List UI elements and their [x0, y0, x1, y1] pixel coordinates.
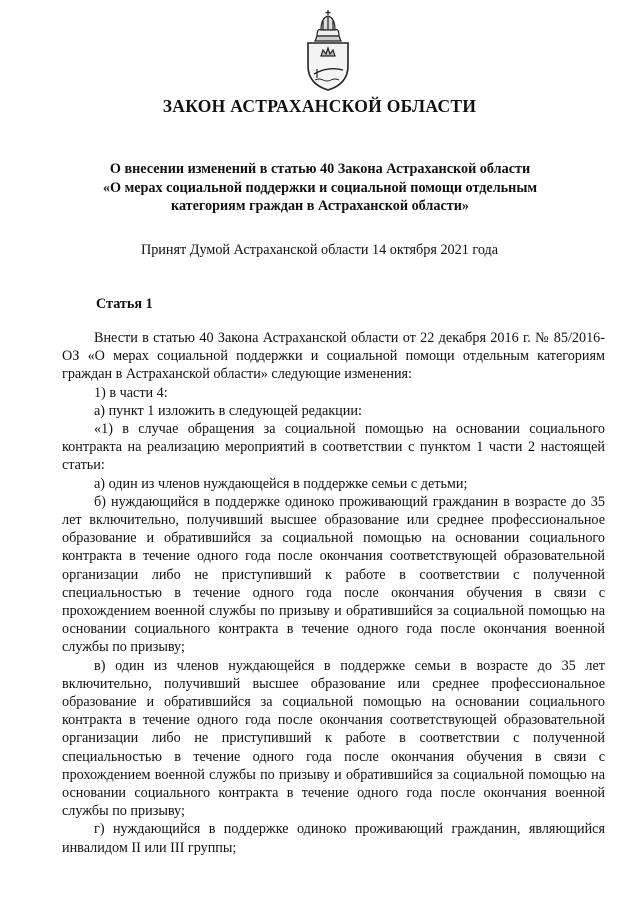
- heading-line: категориям граждан в Астраханской области»: [170, 198, 469, 214]
- paragraph: 1) в части 4:: [94, 384, 168, 401]
- paragraph: в) один из членов нуждающейся в поддержке семьи в возрасте до 35 лет включительно, получивший высшее образование или среднее профессиональное образование и обратившийся за социальной помощью на основании социального контракта в течение одного года после окончания соответствующей образовательной организации либо не приступивший к работе в соответствии с полученной специальностью в течение одного года после окончания обучения в связи с прохождением военной службы по призыву и обратившийся за социальной помощью на основании социального контракта в течение одного года после окончания военной службы по призыву;: [62, 657, 605, 820]
- article-title: Статья 1: [96, 296, 153, 312]
- article-body: [62, 329, 605, 857]
- document-heading: [60, 160, 580, 216]
- paragraph: б) нуждающийся в поддержке одиноко проживающий гражданин в возрасте до 35 лет включительно, получивший высшее образование или среднее профессиональное образование и обратившийся за социальной помощью на основании социального контракта в течение одного года после окончания соответствующей образовательной организации либо не приступивший к работе в соответствии с полученной специальностью в течение одного года после окончания обучения в связи с прохождением военной службы по призыву и обратившийся за социальной помощью на основании социального контракта в течение одного года после окончания военной службы по призыву;: [62, 493, 605, 656]
- paragraph: «1) в случае обращения за социальной помощью на основании социального контракта на реализацию мероприятий в соответствии с пунктом 1 части 2 настоящей статьи:: [62, 421, 605, 474]
- paragraph: а) один из членов нуждающейся в поддержке семьи с детьми;: [94, 475, 468, 492]
- heading-line: «О мерах социальной поддержки и социальной помощи отдельным: [102, 179, 538, 196]
- paragraph: Внести в статью 40 Закона Астраханской области от 22 декабря 2016 г. № 85/2016-ОЗ «О мерах социальной поддержки и социальной помощи отдельным категориям граждан в Астраханской области» следующие изменения:: [62, 330, 605, 383]
- law-title: ЗАКОН АСТРАХАНСКОЙ ОБЛАСТИ: [162, 96, 477, 116]
- coat-of-arms-icon: [301, 8, 355, 92]
- paragraph: а) пункт 1 изложить в следующей редакции:: [94, 402, 362, 419]
- heading-line: О внесении изменений в статью 40 Закона Астраханской области: [109, 161, 531, 177]
- paragraph: г) нуждающийся в поддержке одиноко проживающий гражданин, являющийся инвалидом II или III группы;: [62, 821, 605, 856]
- adoption-note: Принят Думой Астраханской области 14 октября 2021 года: [140, 242, 499, 258]
